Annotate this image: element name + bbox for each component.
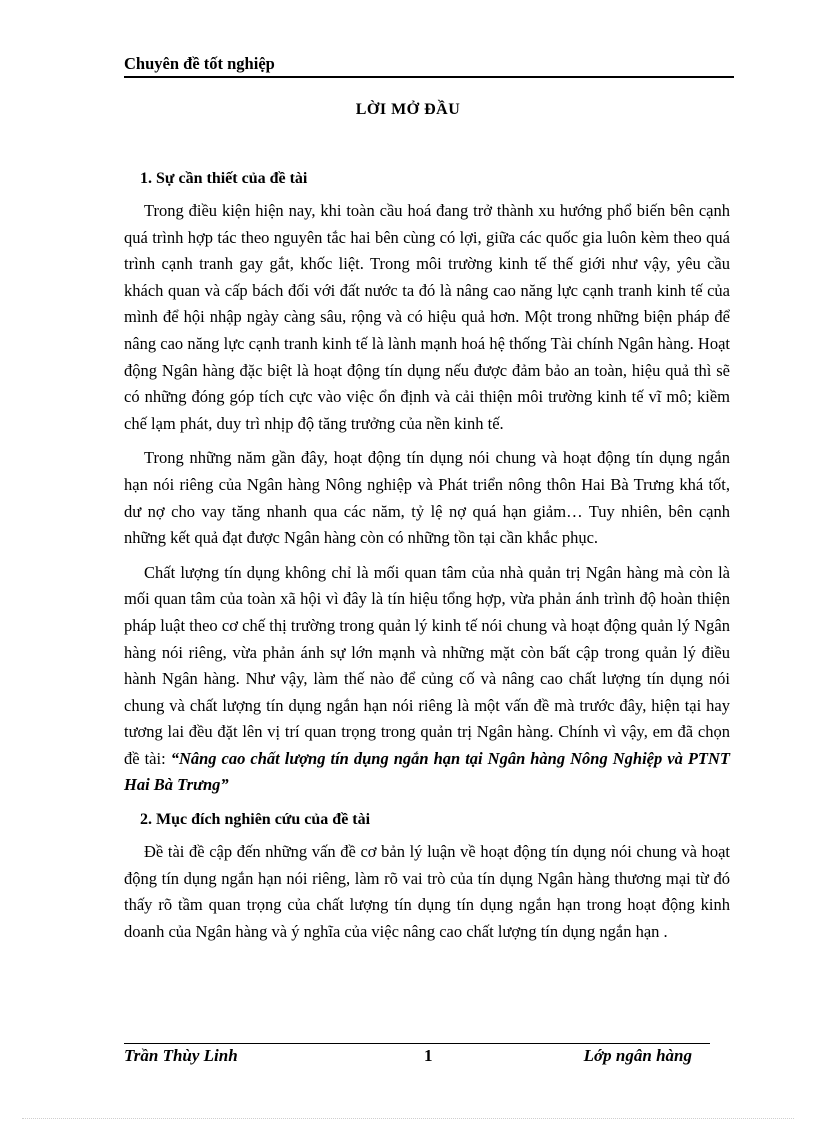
page-title: LỜI MỞ ĐẦU: [355, 101, 461, 118]
footer-divider: [124, 1043, 710, 1044]
footer-class-name: Lớp ngân hàng: [583, 1046, 692, 1065]
footer-page-number: 1: [424, 1046, 433, 1065]
document-body: [124, 166, 730, 953]
header-title: Chuyên đề tốt nghiệp: [124, 54, 275, 73]
section-1-paragraph-1: Trong điều kiện hiện nay, khi toàn cầu hoá đang trở thành xu hướng phổ biến bên cạnh quá trình hợp tác theo nguyên tắc hai bên cùng có lợi, giữa các quốc gia luôn kèm theo quá trình cạnh tranh gay gắt, khốc liệt. Trong môi trường kinh tế thế giới như vậy, yêu cầu khách quan và cấp bách đối với đất nước ta đó là nâng cao năng lực cạnh tranh kinh tế của mình để hội nhập ngày càng sâu, rộng và có hiệu quả hơn. Một trong những biện pháp để nâng cao năng lực cạnh tranh kinh tế là lành mạnh hoá hệ thống Tài chính Ngân hàng. Hoạt động Ngân hàng đặc biệt là hoạt động tín dụng nếu được đảm bảo an toàn, hiệu quả thì sẽ có những đóng góp tích cực vào việc ổn định và cải thiện môi trường kinh tế vĩ mô; kiềm chế lạm phát, duy trì nhịp độ tăng trưởng của nền kinh tế.: [124, 201, 730, 433]
footer-author: Trần Thùy Linh: [124, 1046, 238, 1065]
page-footer: [124, 1046, 710, 1070]
page-bottom-border: [22, 1118, 794, 1119]
section-1-paragraph-2: Trong những năm gần đây, hoạt động tín dụng nói chung và hoạt động tín dụng ngắn hạn nói riêng của Ngân hàng Nông nghiệp và Phát triển nông thôn Hai Bà Trưng khá tốt, dư nợ cho vay tăng nhanh qua các năm, tỷ lệ nợ quá hạn giảm… Tuy nhiên, bên cạnh những kết quả đạt được Ngân hàng còn có những tồn tại cần khắc phục.: [124, 448, 730, 548]
paragraph-3-text: Chất lượng tín dụng không chỉ là mối quan tâm của nhà quản trị Ngân hàng mà còn là mối quan tâm của toàn xã hội vì đây là tín hiệu tổng hợp, vừa phản ánh trình độ hoàn thiện pháp luật theo cơ chế thị trường trong quản lý kinh tế nói chung và hoạt động quản lý Ngân hàng nói riêng, vừa phản ánh sự lớn mạnh và những mặt còn bất cập trong quản lý điều hành Ngân hàng. Như vậy, làm thế nào để củng cố và nâng cao chất lượng tín dụng nói chung và chất lượng tín dụng ngắn hạn nói riêng là một vấn đề mà trước đây, hiện tại hay tương lai đều đặt lên vị trí quan trọng trong quản trị Ngân hàng. Chính vì vậy, em đã chọn đề tài:: [124, 562, 730, 768]
section-2-heading: 2. Mục đích nghiên cứu của đề tài: [140, 811, 371, 829]
page-header: [124, 54, 734, 78]
section-1-paragraph-3: [124, 560, 730, 799]
thesis-topic-quote: “Nâng cao chất lượng tín dụng ngắn hạn tại Ngân hàng Nông Nghiệp và PTNT Hai Bà Trưng”: [124, 748, 730, 795]
section-1-heading: 1. Sự cần thiết của đề tài: [140, 170, 308, 187]
section-2-paragraph-1: Đề tài đề cập đến những vấn đề cơ bản lý luận về hoạt động tín dụng nói chung và hoạt động tín dụng ngắn hạn nói riêng, làm rõ vai trò của tín dụng Ngân hàng thương mại từ đó thấy rõ tầm quan trọng của chất lượng tín dụng tín dụng ngắn hạn trong hoạt động kinh doanh của Ngân hàng và ý nghĩa của việc nâng cao chất lượng tín dụng ngắn hạn .: [124, 842, 730, 941]
